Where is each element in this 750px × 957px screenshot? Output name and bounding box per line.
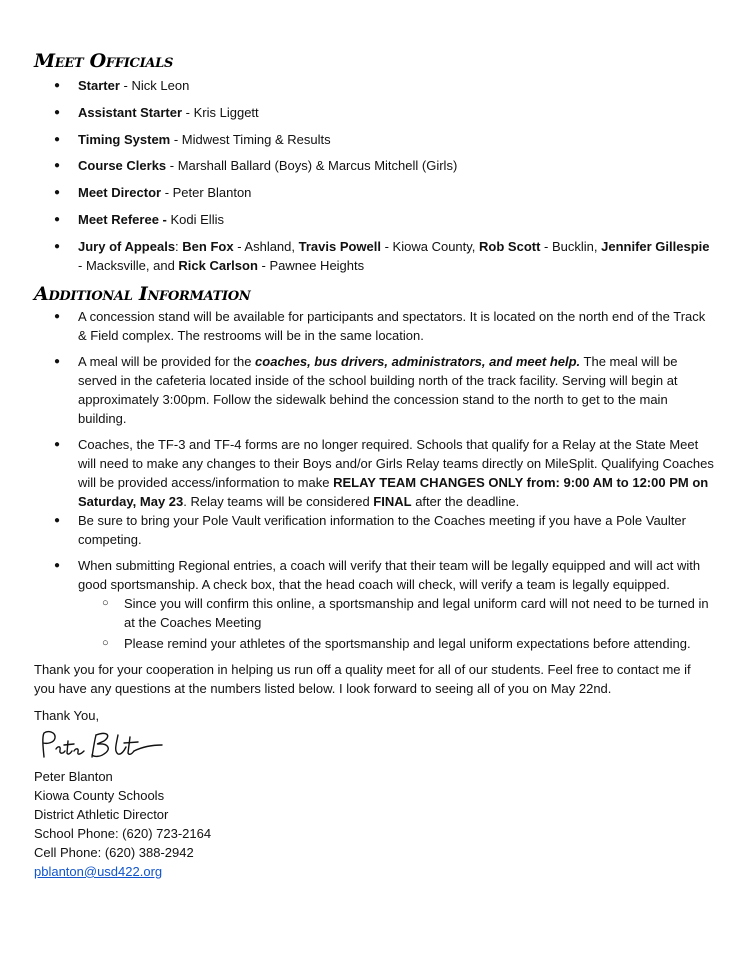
additional-info-list — [34, 307, 714, 653]
regional-sub-list — [78, 594, 714, 653]
official-item-timing-system: ● Timing System - Midwest Timing & Results — [34, 130, 714, 149]
official-name: Marshall Ballard (Boys) & Marcus Mitchell (Girls) — [177, 158, 458, 174]
info-item-concession: ● A concession stand will be available for participants and spectators. It is located on the north end of the Track & Field complex. The restrooms will be in the same location. — [34, 307, 714, 345]
official-item-meet-referee — [34, 210, 714, 229]
sub-item-uniform-card: ○ Since you will confirm this online, a sportsmanship and legal uniform card will not need to be turned in at the Coaches Meeting — [78, 594, 714, 632]
official-item-starter: ● Starter - Nick Leon — [34, 76, 714, 95]
official-role: Timing System — [78, 131, 171, 147]
cell-phone: Cell Phone: (620) 388-2942 — [34, 844, 194, 860]
official-role: Starter — [78, 78, 120, 93]
signer-name: Peter Blanton — [34, 768, 113, 784]
officials-list — [34, 76, 714, 275]
school-phone: School Phone: (620) 723-2164 — [34, 825, 212, 841]
official-name: Midwest Timing & Results — [181, 131, 331, 147]
signer-title: District Athletic Director — [34, 806, 169, 822]
official-name: Nick Leon — [131, 78, 190, 93]
official-name: Peter Blanton — [172, 185, 252, 201]
email-link[interactable]: pblanton@usd422.org — [34, 863, 163, 879]
official-role: Course Clerks — [78, 158, 167, 174]
official-item-course-clerks: ● Course Clerks - Marshall Ballard (Boys) & Marcus Mitchell (Girls) — [34, 156, 714, 175]
handwritten-signature — [34, 727, 174, 767]
info-item-regional: ● When submitting Regional entries, a coach will verify that their team will be legally equipped and will act with good sportsmanship. A check box, that the head coach will check, will verify a team is legally equipped. ○ Since you will confirm this online, a sportsmanship and legal uniform card will not need to be turned in at the Coaches Meeting ○ Please remind your athletes of the sportsmanship and legal uniform expectations before attending. — [34, 556, 714, 653]
sub-item-remind-athletes: ○ Please remind your athletes of the sportsmanship and legal uniform expectations before attending. — [78, 634, 714, 653]
official-role: Jury of Appeals — [78, 238, 176, 254]
info-item-meal: ● A meal will be provided for the coaches, bus drivers, administrators, and meet help. The meal will be served in the cafeteria located inside of the school building north of the track facility. Serving will begin at approximately 3:00pm. Follow the sidewalk behind the concession stand to the north to get to the main building. — [34, 352, 714, 428]
official-item-jury-of-appeals: ● Jury of Appeals: Ben Fox - Ashland, Travis Powell - Kiowa County, Rob Scott - Bucklin, Jennifer Gillespie - Macksville, and Rick Carlson - Pawnee Heights — [34, 237, 714, 275]
meet-officials-heading: Meet Officials — [34, 50, 174, 72]
official-item-meet-director: ● Meet Director - Peter Blanton — [34, 183, 714, 202]
official-role: Assistant Starter — [78, 104, 183, 120]
document-page — [34, 48, 714, 881]
info-item-pole-vault: ● Be sure to bring your Pole Vault verification information to the Coaches meeting if you have a Pole Vaulter competing. — [34, 511, 714, 549]
closing-paragraph: Thank you for your cooperation in helping us run off a quality meet for all of our students. Feel free to contact me if you have any questions at the numbers listed below. I look forward to seeing all of you on May 22nd. — [34, 661, 691, 696]
contact-block — [34, 767, 714, 881]
official-item-assistant-starter: ● Assistant Starter - Kris Liggett — [34, 103, 714, 122]
signer-school: Kiowa County Schools — [34, 787, 165, 803]
info-item-relay: ● Coaches, the TF-3 and TF-4 forms are no longer required. Schools that qualify for a Relay at the State Meet will need to make any changes to their Boys and/or Girls Relay teams directly on MileSplit. Qualifying Coaches will be provided access/information to make RELAY TEAM CHANGES ONLY from: 9:00 AM to 12:00 PM on Saturday, May 23. Relay teams will be considered FINAL after the deadline. — [34, 435, 714, 511]
official-role: Meet Referee - — [78, 211, 167, 227]
official-role: Meet Director — [78, 185, 162, 201]
sign-off: Thank You, — [34, 707, 100, 723]
official-name: Kris Liggett — [193, 104, 259, 120]
additional-information-heading: Additional Information — [34, 282, 251, 305]
official-name: Kodi Ellis — [170, 211, 224, 227]
